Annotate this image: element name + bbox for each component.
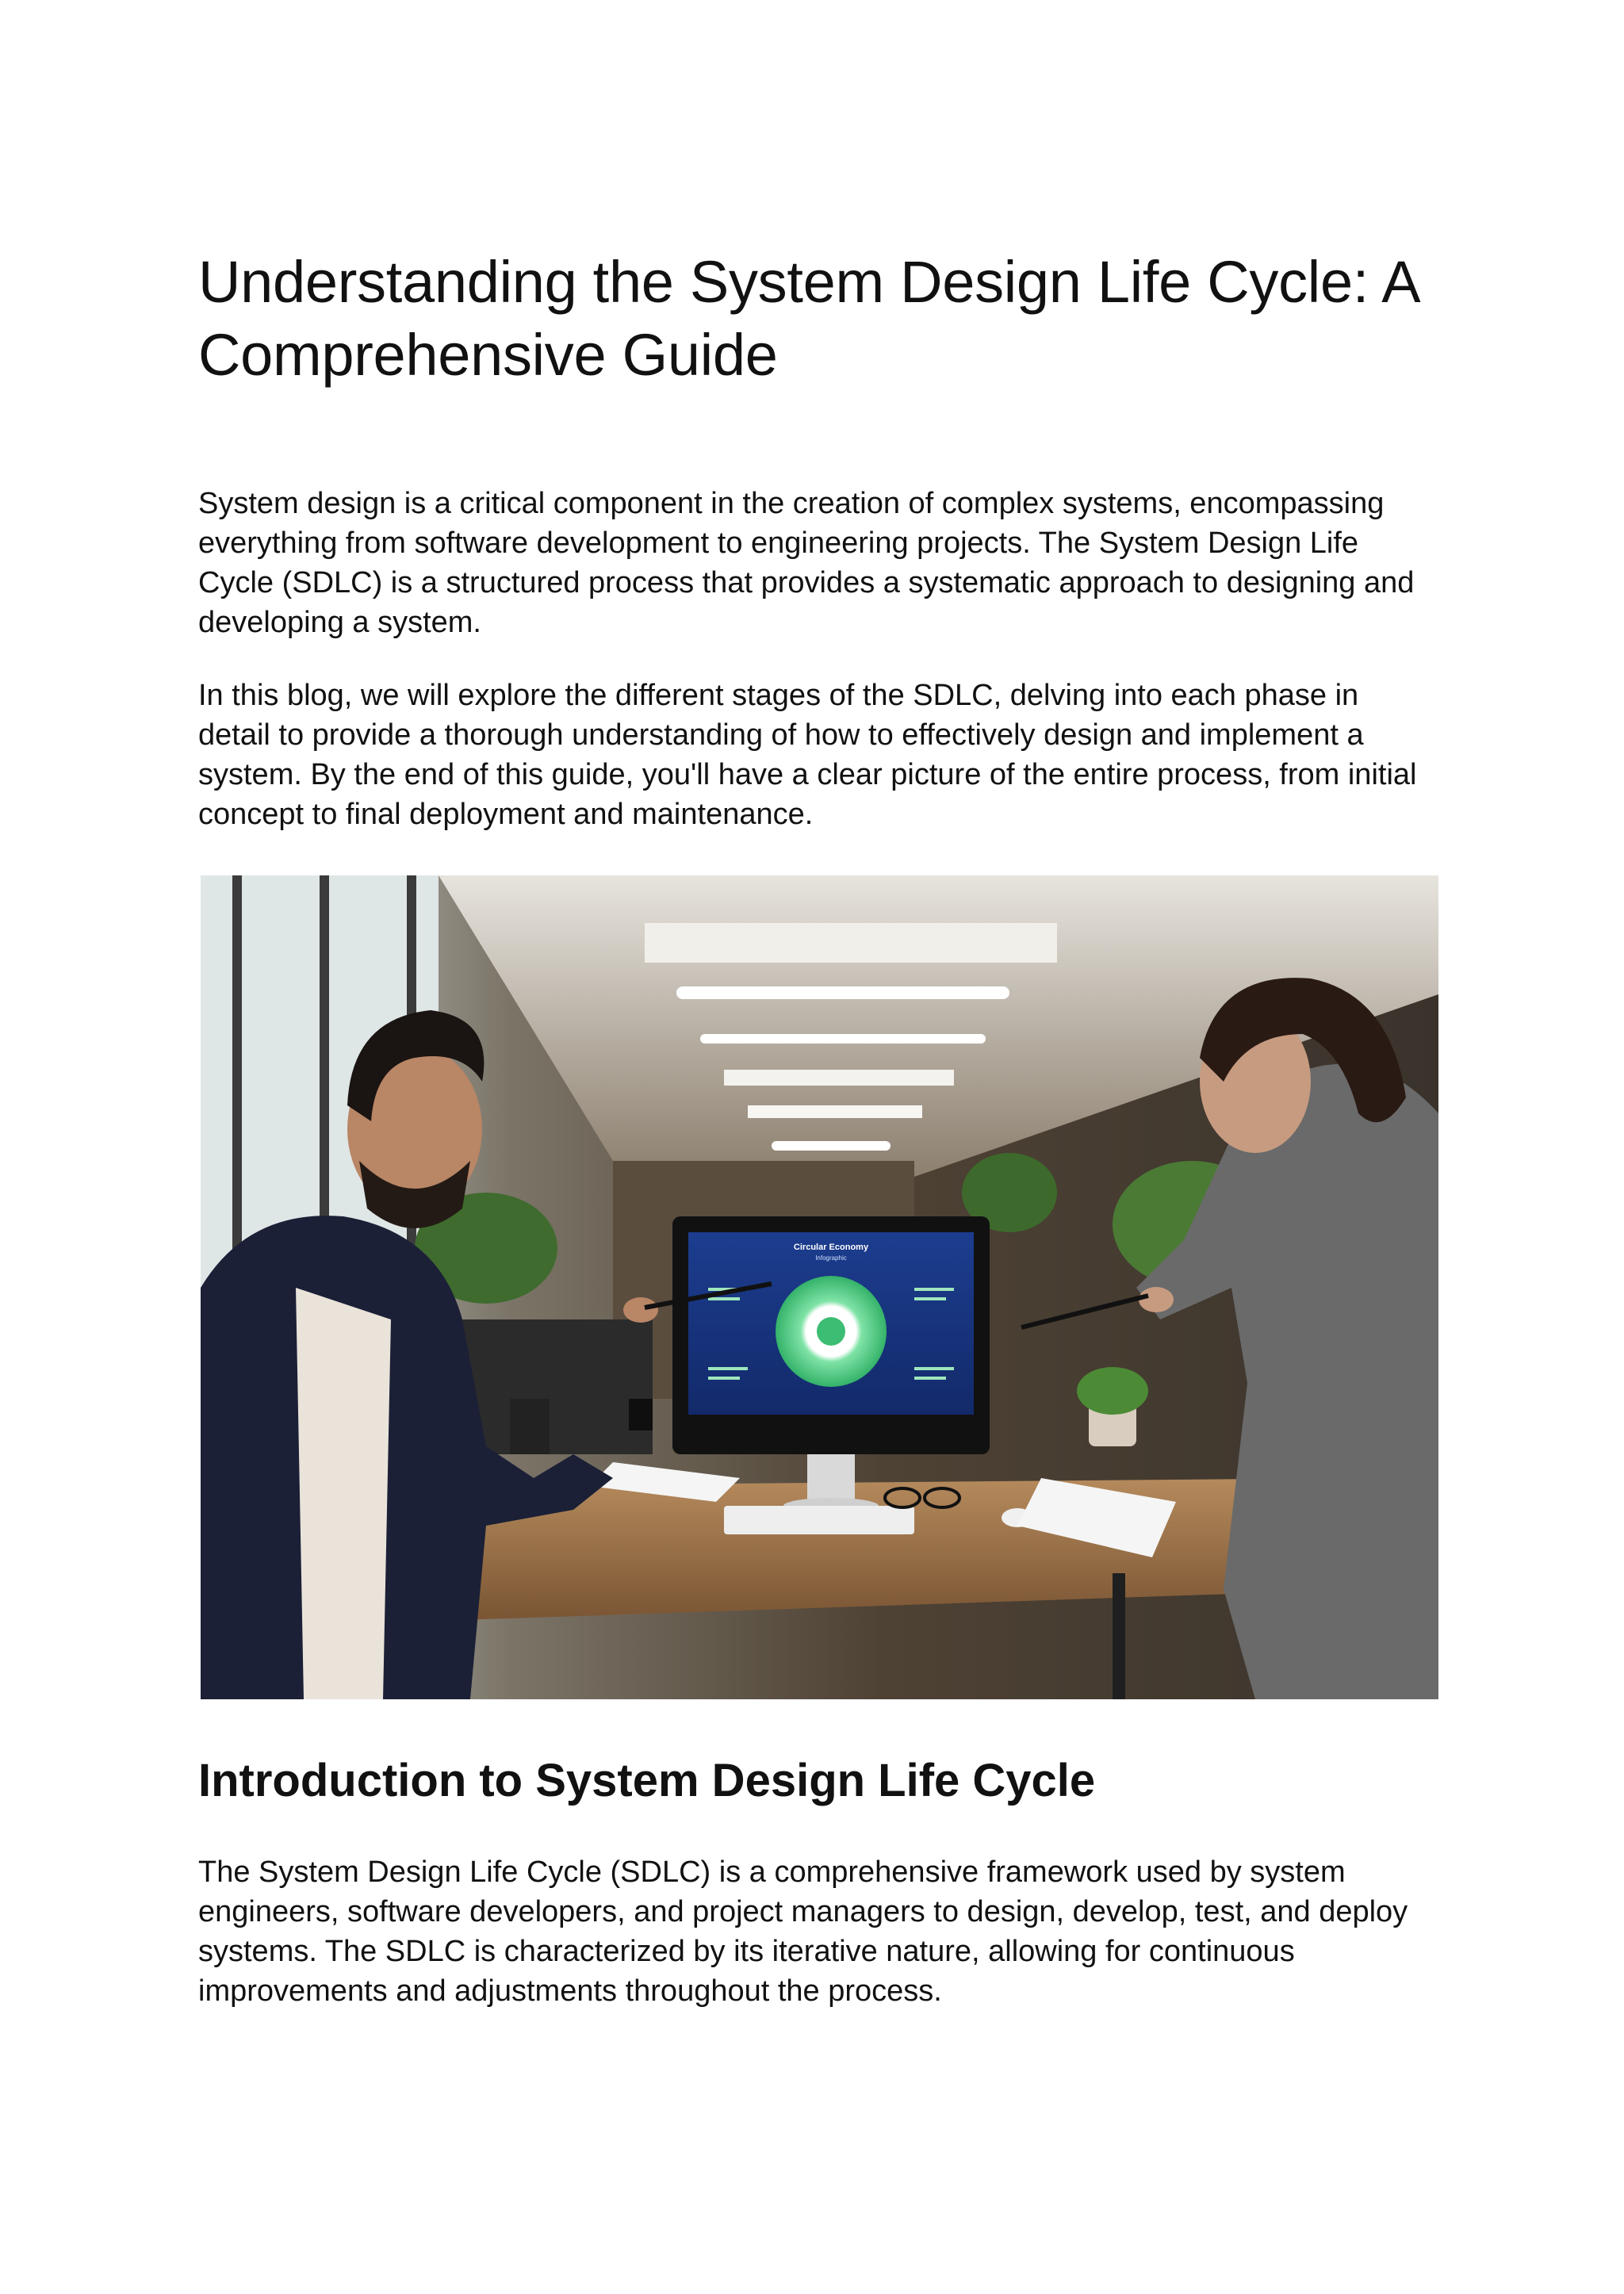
section-paragraph: The System Design Life Cycle (SDLC) is a comprehensive framework used by system engineers, software developers, and project managers to design, develop, test, and deploy systems. The SDLC is characterized by its iterative nature, allowing for continuous improvements and adjustments throughout the process. [198,1855,1408,2008]
intro-paragraph-2: In this blog, we will explore the different stages of the SDLC, delving into each phase in detail to provide a thorough understanding of how to effectively design and implement a system. By the end of this guide, you'll have a clear picture of the entire process, from initial concept to final deployment and maintenance. [198,679,1417,831]
office-photo [201,875,1438,1699]
intro-paragraph-1: System design is a critical component in the creation of complex systems, encompassing everything from software development to engineering projects. The System Design Life Cycle (SDLC) is a structured process that provides a systematic approach to designing and developing a system. [198,487,1415,639]
page-title: Understanding the System Design Life Cycle: A Comprehensive Guide [198,249,1418,388]
section-heading: Introduction to System Design Life Cycle [198,1755,1096,1806]
screen-title-text: Circular Economy [793,1243,869,1252]
screen-subtitle-text: Infographic [815,1254,847,1262]
